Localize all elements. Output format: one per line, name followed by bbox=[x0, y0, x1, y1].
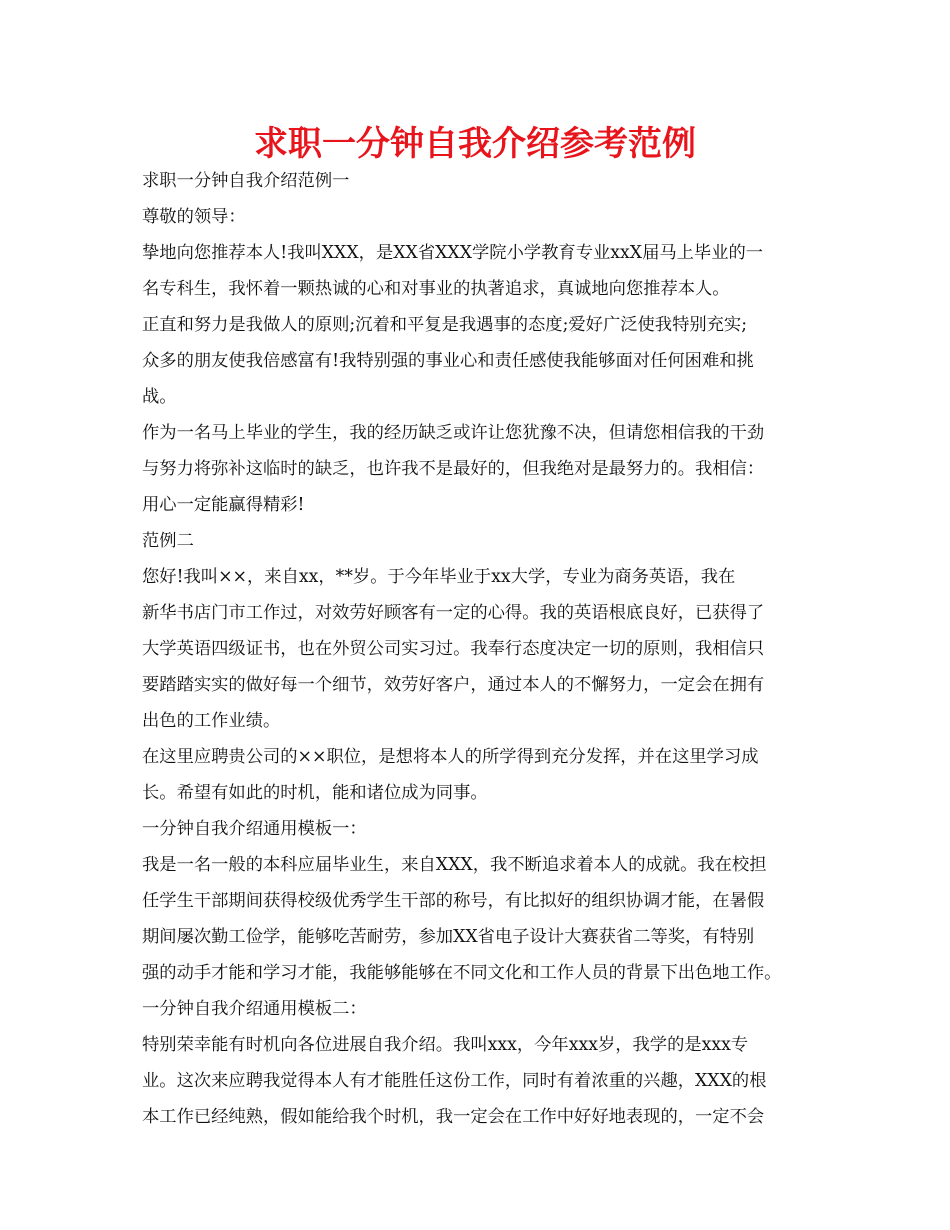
text-line: 尊敬的领导： bbox=[142, 207, 246, 227]
text-line: 特别荣幸能有时机向各位进展自我介绍。我叫xxx，今年xxx岁，我学的是xxx专 bbox=[142, 1035, 749, 1055]
text-line: 众多的朋友使我倍感富有!我特别强的事业心和责任感使我能够面对任何困难和挑 bbox=[142, 351, 754, 371]
text-line: 您好!我叫××，来自xx，**岁。于今年毕业于xx大学，专业为商务英语，我在 bbox=[142, 567, 736, 587]
document-body bbox=[142, 163, 822, 1135]
text-line: 期间屡次勤工俭学，能够吃苦耐劳，参加XX省电子设计大赛获省二等奖，有特别 bbox=[142, 927, 755, 947]
text-line: 大学英语四级证书，也在外贸公司实习过。我奉行态度决定一切的原则，我相信只 bbox=[142, 639, 765, 659]
text-line: 业。这次来应聘我觉得本人有才能胜任这份工作，同时有着浓重的兴趣，XXX的根 bbox=[142, 1071, 767, 1091]
text-line: 作为一名马上毕业的学生，我的经历缺乏或许让您犹豫不决，但请您相信我的干劲 bbox=[142, 423, 765, 443]
text-line: 新华书店门市工作过，对效劳好顾客有一定的心得。我的英语根底良好，已获得了 bbox=[142, 603, 765, 623]
text-line: 长。希望有如此的时机，能和诸位成为同事。 bbox=[142, 783, 488, 803]
text-line: 范例二 bbox=[142, 531, 194, 551]
text-line: 名专科生，我怀着一颗热诚的心和对事业的执著追求，真诚地向您推荐本人。 bbox=[142, 279, 730, 299]
text-line: 正直和努力是我做人的原则;沉着和平复是我遇事的态度;爱好广泛使我特别充实; bbox=[142, 315, 748, 335]
text-line: 与努力将弥补这临时的缺乏，也许我不是最好的，但我绝对是最努力的。我相信： bbox=[142, 459, 765, 479]
text-line: 要踏踏实实的做好每一个细节，效劳好客户，通过本人的不懈努力，一定会在拥有 bbox=[142, 675, 765, 695]
document-title: 求职一分钟自我介绍参考范例 bbox=[254, 124, 696, 164]
text-line: 我是一名一般的本科应届毕业生，来自XXX，我不断追求着本人的成就。我在校担 bbox=[142, 855, 767, 875]
text-line: 求职一分钟自我介绍范例一 bbox=[142, 171, 350, 191]
text-line: 强的动手才能和学习才能，我能够能够在不同文化和工作人员的背景下出色地工作。 bbox=[142, 963, 782, 983]
text-line: 战。 bbox=[142, 387, 177, 407]
text-line: 出色的工作业绩。 bbox=[142, 711, 281, 731]
text-line: 在这里应聘贵公司的××职位，是想将本人的所学得到充分发挥，并在这里学习成 bbox=[142, 747, 759, 767]
text-line: 挚地向您推荐本人!我叫XXX，是XX省XXX学院小学教育专业xxX届马上毕业的一 bbox=[142, 243, 764, 263]
text-line: 一分钟自我介绍通用模板一： bbox=[142, 819, 367, 839]
text-line: 一分钟自我介绍通用模板二： bbox=[142, 999, 367, 1019]
text-line: 本工作已经纯熟，假如能给我个时机，我一定会在工作中好好地表现的，一定不会 bbox=[142, 1107, 765, 1127]
text-line: 用心一定能赢得精彩! bbox=[142, 495, 305, 515]
text-line: 任学生干部期间获得校级优秀学生干部的称号，有比拟好的组织协调才能，在暑假 bbox=[142, 891, 765, 911]
